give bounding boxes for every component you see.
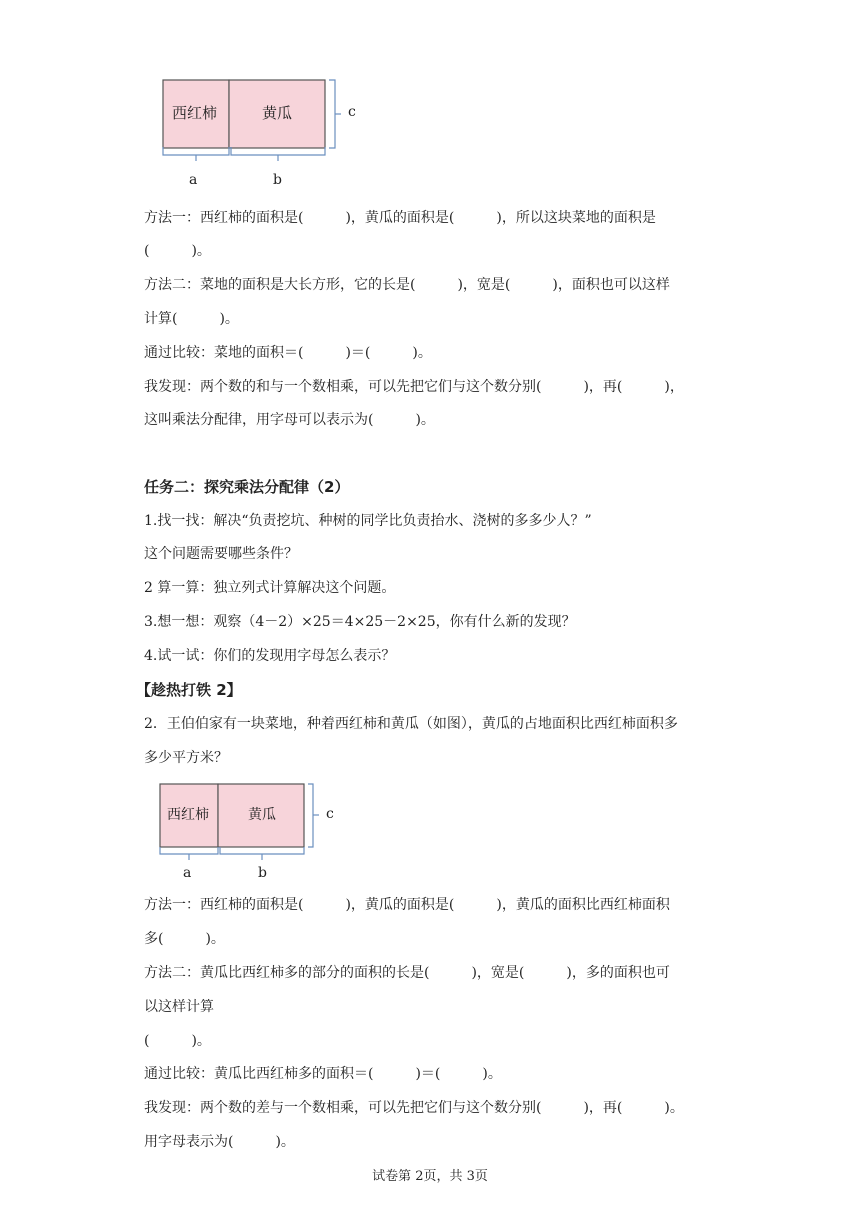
- method2-calc-line: 计算( )。: [144, 311, 239, 327]
- label-c: c: [348, 104, 356, 120]
- task2-condition-line: 这个问题需要哪些条件？: [144, 546, 298, 562]
- discovery-line-2: 我发现：两个数的差与一个数相乘，可以先把它们与这个数分别( )，再( )。: [144, 1100, 684, 1116]
- question-line-2: 多少平方米？: [144, 750, 228, 766]
- task2-calc-line: 2 算一算：独立列式计算解决这个问题。: [144, 580, 396, 596]
- label-c: c: [326, 806, 334, 822]
- compare-line: 通过比较：菜地的面积＝( )＝( )。: [144, 345, 432, 361]
- field-diagram-1-svg: [155, 75, 375, 195]
- label-b: b: [258, 865, 267, 881]
- page-footer: 试卷第 2页，共 3页: [372, 1169, 488, 1184]
- method1-answer-line-2: 多( )。: [144, 931, 225, 947]
- question-line-1: 2．王伯伯家有一块菜地，种着西红柿和黄瓜（如图），黄瓜的占地面积比西红柿面积多: [144, 716, 678, 732]
- method1-answer-line: ( )。: [144, 243, 211, 259]
- compare-line-2: 通过比较：黄瓜比西红柿多的面积＝( )＝( )。: [144, 1066, 502, 1082]
- distributive-law-line: 这叫乘法分配律，用字母可以表示为( )。: [144, 412, 435, 428]
- method1-line: 方法一：西红柿的面积是( )，黄瓜的面积是( )，所以这块菜地的面积是: [144, 210, 656, 226]
- task2-title: 任务二：探究乘法分配律（2）: [144, 478, 350, 496]
- label-a: a: [183, 865, 192, 881]
- label-a: a: [189, 172, 198, 188]
- method1-line-2: 方法一：西红柿的面积是( )，黄瓜的面积是( )，黄瓜的面积比西红柿面积: [144, 897, 670, 913]
- task2-find-line: 1.找一找：解决“负责挖坑、种树的同学比负责抬水、浇树的多多少人？”: [144, 513, 592, 529]
- task2-think-line: 3.想一想：观察（4－2）×25＝4×25－2×25，你有什么新的发现？: [144, 614, 576, 630]
- task2-try-line: 4.试一试：你们的发现用字母怎么表示？: [144, 648, 396, 664]
- discovery-line: 我发现：两个数的和与一个数相乘，可以先把它们与这个数分别( )，再( )，: [144, 379, 684, 395]
- brace-a: [160, 847, 218, 854]
- label-b: b: [273, 172, 282, 188]
- letter-formula-line-2: 用字母表示为( )。: [144, 1134, 295, 1150]
- brace-c: [308, 784, 313, 847]
- tomato-label: 西红柿: [172, 104, 218, 122]
- method2-line-2: 方法二：黄瓜比西红柿多的部分的面积的长是( )，宽是( )，多的面积也可: [144, 965, 670, 981]
- cucumber-label: 黄瓜: [248, 807, 276, 823]
- method2-line: 方法二：菜地的面积是大长方形，它的长是( )，宽是( )，面积也可以这样: [144, 277, 670, 293]
- brace-b: [220, 847, 304, 854]
- tomato-label: 西红柿: [167, 807, 209, 823]
- practice-title: 【趁热打铁 2】: [136, 681, 242, 699]
- method2-answer-line-2: ( )。: [144, 1033, 211, 1049]
- cucumber-label: 黄瓜: [262, 104, 293, 122]
- brace-c: [329, 80, 335, 148]
- method2-calc-line-2: 以这样计算: [144, 999, 214, 1015]
